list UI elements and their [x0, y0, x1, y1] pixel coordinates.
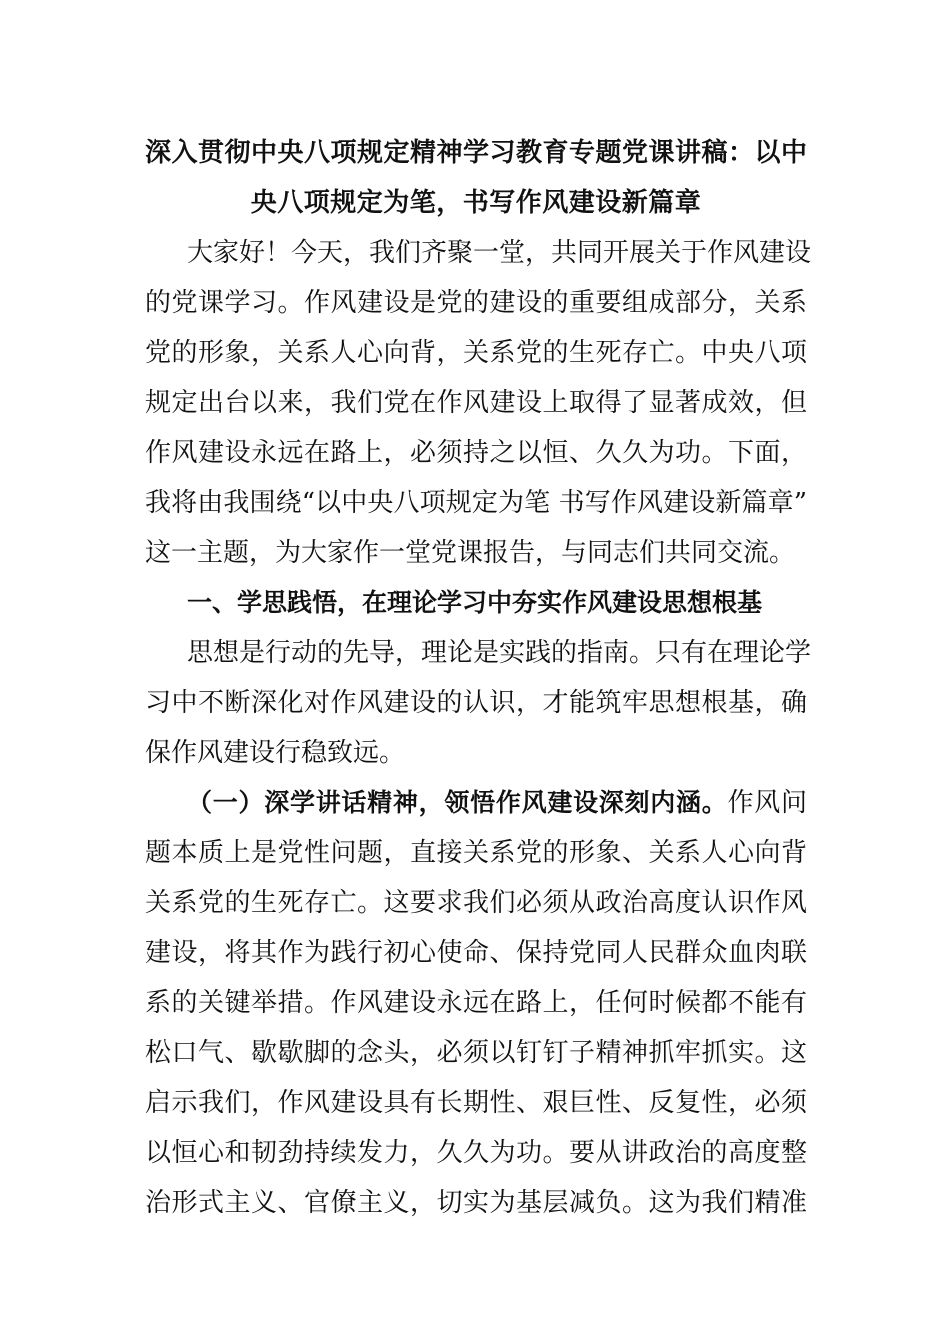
text-line: 规定出台以来，我们党在作风建设上取得了显著成效，但 — [145, 388, 807, 418]
text-line: 党的形象，关系人心向背，关系党的生死存亡。中央八项 — [145, 338, 807, 368]
text-line: 思想是行动的先导，理论是实践的指南。只有在理论学 — [187, 638, 812, 668]
text-line: 以恒心和韧劲持续发力，久久为功。要从讲政治的高度整 — [145, 1138, 807, 1168]
text-line: 的党课学习。作风建设是党的建设的重要组成部分，关系 — [145, 288, 807, 318]
section1-paragraph — [145, 628, 812, 778]
text-line: 保作风建设行稳致远。 — [145, 738, 406, 768]
text-line: 建设，将其作为践行初心使命、保持党同人民群众血肉联 — [145, 938, 807, 968]
text-line: 大家好！今天，我们齐聚一堂，共同开展关于作风建设 — [187, 238, 812, 268]
text-line: 系的关键举措。作风建设永远在路上，任何时候都不能有 — [145, 988, 807, 1018]
text-line: 治形式主义、官僚主义，切实为基层减负。这为我们精准 — [145, 1188, 807, 1218]
title-line-2: 央八项规定为笔，书写作风建设新篇章 — [250, 188, 702, 218]
text-line: 作风建设永远在路上，必须持之以恒、久久为功。下面， — [145, 438, 807, 468]
text-line: 习中不断深化对作风建设的认识，才能筑牢思想根基，确 — [145, 688, 807, 718]
subsection-first-line-rest: 作风问 — [727, 788, 807, 818]
section-heading-1: 一、学思践悟，在理论学习中夯实作风建设思想根基 — [187, 588, 763, 617]
intro-paragraph — [145, 228, 812, 578]
subsection1-paragraph — [145, 778, 807, 1228]
document-title — [145, 128, 807, 228]
title-line-1: 深入贯彻中央八项规定精神学习教育专题党课讲稿：以中 — [145, 138, 808, 168]
subsection-first-line — [145, 778, 807, 828]
text-line: 松口气、歇歇脚的念头，必须以钉钉子精神抓牢抓实。这 — [145, 1038, 807, 1068]
text-line: 这一主题，为大家作一堂党课报告，与同志们共同交流。 — [145, 538, 796, 568]
text-line: 启示我们，作风建设具有长期性、艰巨性、反复性，必须 — [145, 1088, 807, 1118]
text-line: 题本质上是党性问题，直接关系党的形象、关系人心向背 — [145, 838, 807, 868]
text-line: 关系党的生死存亡。这要求我们必须从政治高度认识作风 — [145, 888, 807, 918]
subsection-heading-1: （一）深学讲话精神，领悟作风建设深刻内涵。 — [187, 788, 728, 817]
text-line: 我将由我围绕“以中央八项规定为笔 书写作风建设新篇章” — [145, 488, 807, 518]
document-page — [145, 128, 812, 1228]
